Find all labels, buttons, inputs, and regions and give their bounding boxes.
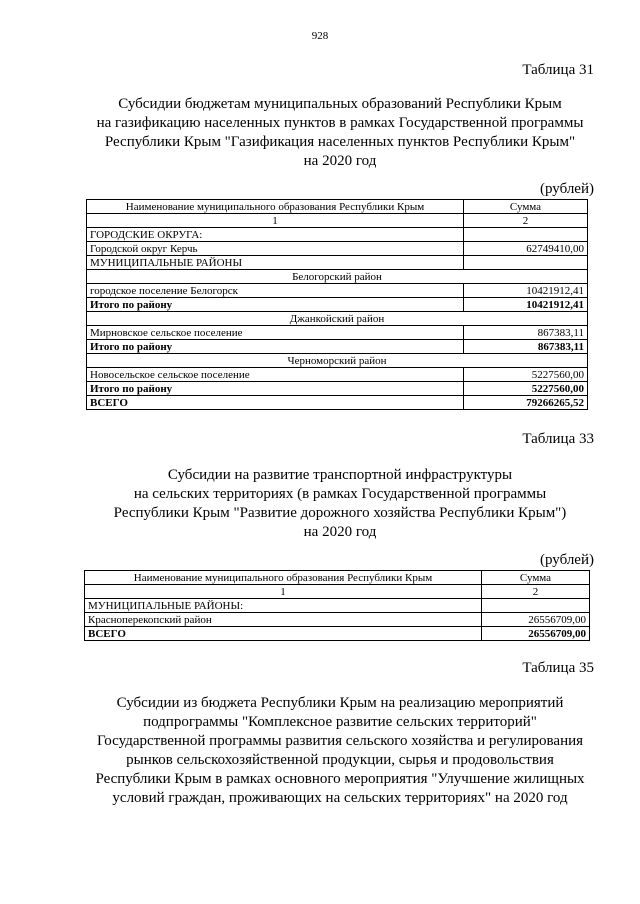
col-header-sum: Сумма: [482, 571, 590, 585]
table-row: [87, 256, 588, 270]
title-line: Республики Крым "Газификация населенных пунктов Республики Крым": [104, 134, 576, 150]
row-name: ВСЕГО: [87, 396, 464, 410]
district-name: Джанкойский район: [87, 312, 588, 326]
table-row: [87, 368, 588, 382]
row-name: Итого по району: [87, 340, 464, 354]
title-line: на сельских территориях (в рамках Государственной программы: [133, 486, 547, 502]
row-name: ВСЕГО: [85, 627, 482, 641]
row-value: 5227560,00: [464, 368, 588, 382]
table-31: [86, 199, 588, 410]
table-35-title: [60, 694, 620, 808]
title-line: на 2020 год: [303, 153, 377, 169]
row-name: МУНИЦИПАЛЬНЫЕ РАЙОНЫ:: [85, 599, 482, 613]
title-line: подпрограммы "Комплексное развитие сельских территорий": [143, 714, 537, 730]
page-number: 928: [311, 30, 329, 42]
row-value: 10421912,41: [464, 284, 588, 298]
table-33-label: Таблица 33: [522, 431, 594, 447]
row-name: Городской округ Керчь: [87, 242, 464, 256]
row-name: Итого по району: [87, 298, 464, 312]
row-value: 867383,11: [464, 326, 588, 340]
row-value: [464, 228, 588, 242]
table-row: [87, 326, 588, 340]
row-value: 79266265,52: [464, 396, 588, 410]
table-row: [87, 284, 588, 298]
title-line: Субсидии на развитие транспортной инфраструктуры: [167, 467, 513, 483]
table-header: [85, 571, 590, 585]
row-name: Красноперекопский район: [85, 613, 482, 627]
table-row: [85, 613, 590, 627]
col-header-name: Наименование муниципального образования Республики Крым: [85, 571, 482, 585]
table-header: [87, 200, 588, 214]
row-name: городское поселение Белогорск: [87, 284, 464, 298]
district-row: [87, 270, 588, 284]
table-33-title: [60, 466, 620, 542]
title-line: на газификацию населенных пунктов в рамках Государственной программы: [96, 115, 584, 131]
col-number: 2: [464, 214, 588, 228]
table-row: [87, 242, 588, 256]
row-value: 26556709,00: [482, 627, 590, 641]
table-35-label: Таблица 35: [522, 660, 594, 676]
title-line: условий граждан, проживающих на сельских территориях" на 2020 год: [112, 790, 568, 806]
table-31-units: (рублей): [539, 181, 594, 197]
row-value: [482, 599, 590, 613]
grand-total-row: [87, 396, 588, 410]
col-header-name: Наименование муниципального образования Республики Крым: [87, 200, 464, 214]
col-header-sum: Сумма: [464, 200, 588, 214]
table-row: [85, 599, 590, 613]
row-name: ГОРОДСКИЕ ОКРУГА:: [87, 228, 464, 242]
col-number: 2: [482, 585, 590, 599]
title-line: Субсидии бюджетам муниципальных образований Республики Крым: [118, 96, 562, 112]
row-value: [464, 256, 588, 270]
title-line: рынков сельскохозяйственной продукции, сырья и продовольствия: [126, 752, 554, 768]
table-row: [87, 228, 588, 242]
row-value: 62749410,00: [464, 242, 588, 256]
col-number: 1: [87, 214, 464, 228]
table-31-label: Таблица 31: [522, 62, 594, 78]
total-row: [87, 340, 588, 354]
table-33-units: (рублей): [539, 552, 594, 568]
title-line: Республики Крым в рамках основного мероприятия "Улучшение жилищных: [95, 771, 585, 787]
district-name: Черноморский район: [87, 354, 588, 368]
col-number: 1: [85, 585, 482, 599]
row-name: МУНИЦИПАЛЬНЫЕ РАЙОНЫ: [87, 256, 464, 270]
table-33: [84, 570, 590, 641]
row-value: 26556709,00: [482, 613, 590, 627]
title-line: Государственной программы развития сельского хозяйства и регулирования: [96, 733, 584, 749]
row-value: 867383,11: [464, 340, 588, 354]
row-name: Мирновское сельское поселение: [87, 326, 464, 340]
col-number-row: [87, 214, 588, 228]
title-line: Субсидии из бюджета Республики Крым на реализацию мероприятий: [116, 695, 564, 711]
total-row: [87, 382, 588, 396]
grand-total-row: [85, 627, 590, 641]
district-row: [87, 312, 588, 326]
title-line: Республики Крым "Развитие дорожного хозяйства Республики Крым"): [113, 505, 567, 521]
row-name: Новосельское сельское поселение: [87, 368, 464, 382]
title-line: на 2020 год: [303, 524, 377, 540]
row-name: Итого по району: [87, 382, 464, 396]
total-row: [87, 298, 588, 312]
row-value: 5227560,00: [464, 382, 588, 396]
col-number-row: [85, 585, 590, 599]
row-value: 10421912,41: [464, 298, 588, 312]
table-31-title: [60, 95, 620, 171]
district-name: Белогорский район: [87, 270, 588, 284]
district-row: [87, 354, 588, 368]
